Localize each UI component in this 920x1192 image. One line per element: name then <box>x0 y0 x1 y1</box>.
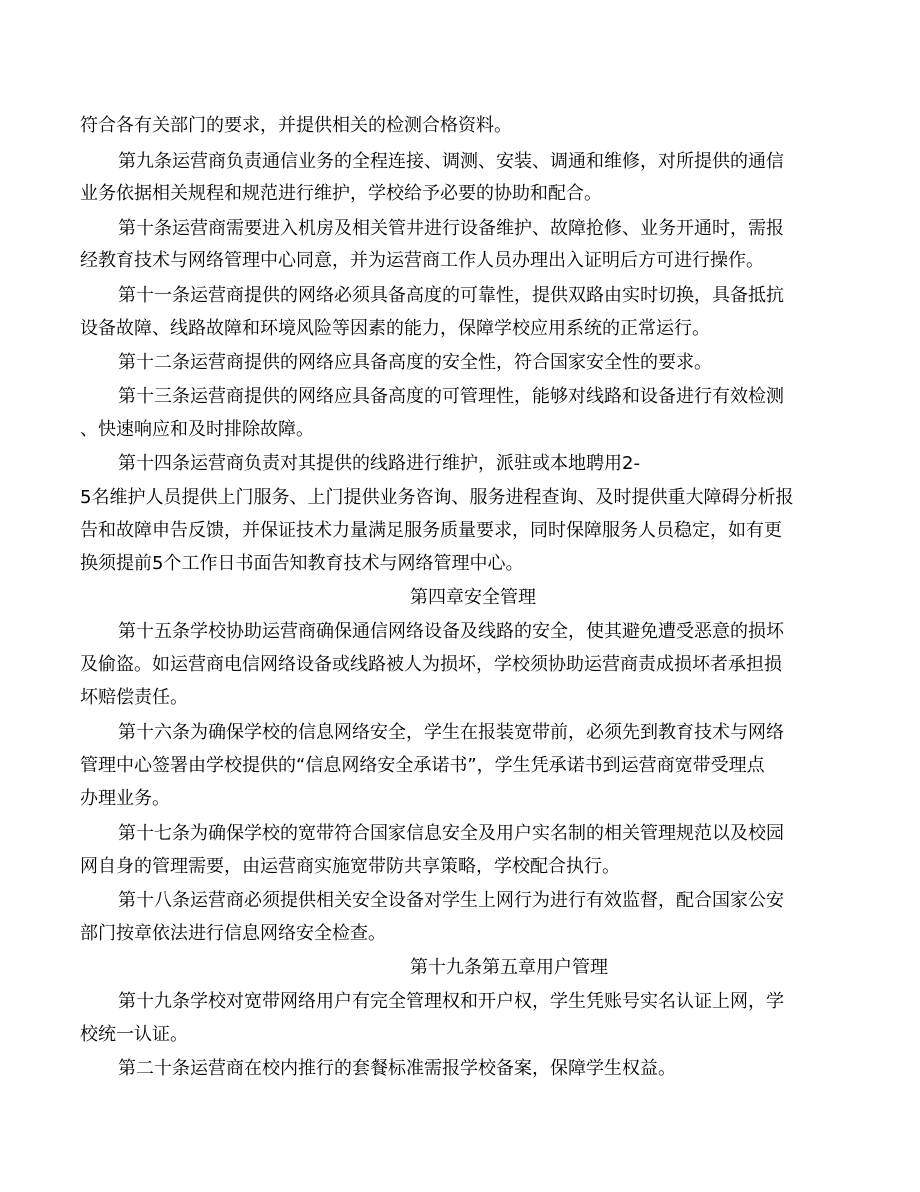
text-line: 第九条运营商负责通信业务的全程连接、调测、安装、调通和维修，对所提供的通信 <box>118 151 784 172</box>
text-line: 校统一认证。 <box>80 1024 188 1045</box>
text-line: 经教育技术与网络管理中心同意，并为运营商工作人员办理出入证明后方可进行操作。 <box>80 250 764 271</box>
chapter-heading: 第四章安全管理 <box>410 587 536 608</box>
text-line: 、快速响应和及时排除故障。 <box>80 419 314 440</box>
text-line: 业务依据相关规程和规范进行维护，学校给予必要的协助和配合。 <box>80 183 602 204</box>
text-line: 符合各有关部门的要求，并提供相关的检测合格资料。 <box>80 115 512 136</box>
text-line: 第十条运营商需要进入机房及相关管井进行设备维护、故障抢修、业务开通时，需报 <box>118 218 784 239</box>
text-line: 第二十条运营商在校内推行的套餐标准需报学校备案，保障学生权益。 <box>118 1058 676 1079</box>
text-line: 第十九条学校对宽带网络用户有完全管理权和开户权，学生凭账号实名认证上网，学 <box>118 991 784 1012</box>
text-line: 第十二条运营商提供的网络应具备高度的安全性，符合国家安全性的要求。 <box>118 352 712 373</box>
text-line: 及偷盗。如运营商电信网络设备或线路被人为损坏，学校须协助运营商责成损坏者承担损 <box>80 654 782 675</box>
text-line: 坏赔偿责任。 <box>80 687 188 708</box>
text-line: 第十三条运营商提供的网络应具备高度的可管理性，能够对线路和设备进行有效检测 <box>118 386 784 407</box>
text-line: 换须提前5个工作日书面告知教育技术与网络管理中心。 <box>80 553 524 574</box>
text-line: 设备故障、线路故障和环境风险等因素的能力，保障学校应用系统的正常运行。 <box>80 318 710 339</box>
chapter-heading: 第十九条第五章用户管理 <box>410 957 608 978</box>
text-line: 5名维护人员提供上门服务、上门提供业务咨询、服务进程查询、及时提供重大障碍分析报 <box>80 487 794 508</box>
text-line: 第十八条运营商必须提供相关安全设备对学生上网行为进行有效监督，配合国家公安 <box>118 890 784 911</box>
text-line: 第十四条运营商负责对其提供的线路进行维护，派驻或本地聘用2- <box>118 453 640 474</box>
text-line: 管理中心签署由学校提供的“信息网络安全承诺书”，学生凭承诺书到运营商宽带受理点 <box>80 755 765 776</box>
text-line: 办理业务。 <box>80 788 170 809</box>
text-line: 部门按章依法进行信息网络安全检查。 <box>80 923 386 944</box>
text-line: 网自身的管理需要，由运营商实施宽带防共享策略，学校配合执行。 <box>80 856 620 877</box>
text-line: 第十六条为确保学校的信息网络安全，学生在报装宽带前，必须先到教育技术与网络 <box>118 722 784 743</box>
text-line: 第十一条运营商提供的网络必须具备高度的可靠性，提供双路由实时切换，具备抵抗 <box>118 285 784 306</box>
text-line: 第十七条为确保学校的宽带符合国家信息安全及用户实名制的相关管理规范以及校园 <box>118 823 784 844</box>
text-line: 告和故障申告反馈，并保证技术力量满足服务质量要求，同时保障服务人员稳定，如有更 <box>80 520 782 541</box>
text-line: 第十五条学校协助运营商确保通信网络设备及线路的安全，使其避免遭受恶意的损坏 <box>118 621 784 642</box>
